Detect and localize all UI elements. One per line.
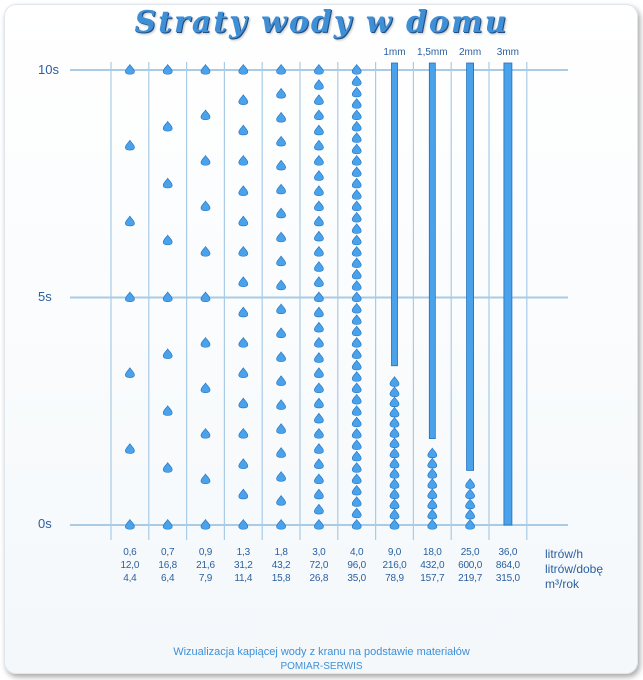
water-stream-10 bbox=[504, 63, 512, 525]
water-drop-6-3 bbox=[352, 99, 361, 109]
water-drop-4-16 bbox=[277, 448, 286, 458]
water-drop-5-7 bbox=[314, 171, 323, 181]
water-drop-7-13 bbox=[390, 387, 399, 397]
water-drop-6-1 bbox=[352, 76, 361, 86]
water-drop-3-10 bbox=[239, 368, 248, 378]
water-drop-6-40 bbox=[352, 520, 361, 530]
water-drop-1-0 bbox=[163, 65, 172, 75]
water-drop-8-6 bbox=[428, 458, 437, 468]
water-drop-3-1 bbox=[239, 95, 248, 105]
water-drop-5-8 bbox=[314, 186, 323, 196]
water-drop-6-8 bbox=[352, 156, 361, 166]
water-drop-5-15 bbox=[314, 292, 323, 302]
water-drop-4-2 bbox=[277, 112, 286, 122]
water-drop-6-28 bbox=[352, 383, 361, 393]
water-drop-6-31 bbox=[352, 417, 361, 427]
tick-label-5s: 5s bbox=[38, 289, 52, 304]
value-l-per-hour-7: 9,0 bbox=[387, 547, 402, 558]
water-drop-6-4 bbox=[352, 110, 361, 120]
value-l-per-hour-4: 1,8 bbox=[274, 547, 288, 558]
water-drop-5-20 bbox=[314, 368, 323, 378]
water-drop-2-6 bbox=[201, 338, 210, 348]
water-drop-0-2 bbox=[125, 216, 134, 226]
value-m3-per-year-2: 7,9 bbox=[198, 573, 213, 584]
water-drop-6-24 bbox=[352, 338, 361, 348]
water-drop-3-13 bbox=[239, 459, 248, 469]
water-drop-4-5 bbox=[277, 184, 286, 194]
nozzle-size-label-8: 1,5mm bbox=[417, 47, 448, 58]
water-drop-7-14 bbox=[390, 377, 399, 387]
water-drop-0-3 bbox=[125, 292, 134, 302]
water-drop-2-0 bbox=[201, 65, 210, 75]
value-l-per-day-7: 216,0 bbox=[382, 560, 407, 571]
water-drop-5-5 bbox=[314, 140, 323, 150]
water-drop-4-6 bbox=[277, 208, 286, 218]
water-drop-6-10 bbox=[352, 178, 361, 188]
water-drop-2-8 bbox=[201, 429, 210, 439]
tick-label-0s: 0s bbox=[38, 516, 52, 531]
water-drop-6-37 bbox=[352, 485, 361, 495]
water-drop-3-8 bbox=[239, 307, 248, 317]
water-drop-7-6 bbox=[390, 458, 399, 468]
water-stream-8 bbox=[429, 63, 435, 439]
water-drop-5-1 bbox=[314, 80, 323, 90]
value-l-per-day-2: 21,6 bbox=[196, 560, 215, 571]
water-drop-8-2 bbox=[428, 499, 437, 509]
water-drop-6-18 bbox=[352, 269, 361, 279]
water-drop-7-2 bbox=[390, 499, 399, 509]
water-drop-9-2 bbox=[466, 499, 475, 509]
water-drop-5-28 bbox=[314, 489, 323, 499]
water-drop-7-3 bbox=[390, 489, 399, 499]
water-drop-0-1 bbox=[125, 140, 134, 150]
water-drop-5-27 bbox=[314, 474, 323, 484]
nozzle-size-label-7: 1mm bbox=[383, 47, 406, 58]
water-drop-9-3 bbox=[466, 489, 475, 499]
caption-line-2: POMIAR-SERWIS bbox=[280, 661, 363, 672]
water-drop-3-12 bbox=[239, 429, 248, 439]
water-drop-4-1 bbox=[277, 88, 286, 98]
value-m3-per-year-4: 15,8 bbox=[271, 573, 291, 584]
nozzle-size-label-9: 2mm bbox=[458, 47, 482, 58]
water-drop-6-6 bbox=[352, 133, 361, 143]
water-drop-5-14 bbox=[314, 277, 323, 287]
value-l-per-day-9: 600,0 bbox=[458, 560, 483, 571]
water-drop-6-15 bbox=[352, 235, 361, 245]
water-drop-5-2 bbox=[314, 95, 323, 105]
water-drop-6-32 bbox=[352, 429, 361, 439]
value-m3-per-year-9: 219,7 bbox=[458, 573, 483, 584]
water-drop-4-14 bbox=[277, 400, 286, 410]
water-drop-5-19 bbox=[314, 353, 323, 363]
water-drop-6-20 bbox=[352, 292, 361, 302]
water-drop-1-3 bbox=[163, 235, 172, 245]
caption-line-1: Wizualizacja kapiącej wody z kranu na podstawie materiałów bbox=[173, 646, 470, 658]
water-drop-6-33 bbox=[352, 440, 361, 450]
water-drop-7-5 bbox=[390, 469, 399, 479]
value-l-per-day-4: 43,2 bbox=[271, 560, 291, 571]
water-drop-7-4 bbox=[390, 479, 399, 489]
value-m3-per-year-3: 11,4 bbox=[234, 573, 253, 584]
water-drop-3-11 bbox=[239, 398, 248, 408]
water-drop-5-10 bbox=[314, 216, 323, 226]
water-stream-7 bbox=[392, 63, 398, 366]
value-l-per-hour-8: 18,0 bbox=[422, 547, 442, 558]
water-drop-1-8 bbox=[163, 520, 172, 530]
water-drop-3-4 bbox=[239, 186, 248, 196]
water-stream-9 bbox=[467, 63, 474, 470]
value-l-per-day-1: 16,8 bbox=[158, 560, 178, 571]
water-drop-4-3 bbox=[277, 136, 286, 146]
value-m3-per-year-5: 26,8 bbox=[309, 573, 329, 584]
water-drop-3-14 bbox=[239, 489, 248, 499]
water-drop-6-19 bbox=[352, 281, 361, 291]
water-drop-2-2 bbox=[201, 156, 210, 166]
water-drop-4-4 bbox=[277, 160, 286, 170]
water-drop-7-7 bbox=[390, 448, 399, 458]
unit-label-per-hour: litrów/h bbox=[545, 547, 584, 561]
water-drop-7-12 bbox=[390, 397, 399, 407]
water-drop-6-5 bbox=[352, 121, 361, 131]
value-l-per-hour-2: 0,9 bbox=[198, 547, 213, 558]
water-drop-0-4 bbox=[125, 368, 134, 378]
water-drop-5-17 bbox=[314, 322, 323, 332]
water-drop-6-30 bbox=[352, 406, 361, 416]
water-drop-6-36 bbox=[352, 474, 361, 484]
water-drop-4-0 bbox=[277, 65, 286, 75]
water-drop-8-5 bbox=[428, 469, 437, 479]
water-drop-6-39 bbox=[352, 508, 361, 518]
value-l-per-hour-0: 0,6 bbox=[123, 547, 137, 558]
water-drop-5-6 bbox=[314, 156, 323, 166]
water-drop-6-26 bbox=[352, 360, 361, 370]
unit-label-per-day: litrów/dobę bbox=[545, 562, 604, 576]
value-l-per-hour-9: 25,0 bbox=[460, 547, 480, 558]
water-drop-5-25 bbox=[314, 444, 323, 454]
water-drop-2-7 bbox=[201, 383, 210, 393]
water-drop-7-8 bbox=[390, 438, 399, 448]
water-drop-2-5 bbox=[201, 292, 210, 302]
value-l-per-hour-1: 0,7 bbox=[161, 547, 175, 558]
water-drop-6-12 bbox=[352, 201, 361, 211]
water-drop-6-23 bbox=[352, 326, 361, 336]
water-drop-0-5 bbox=[125, 444, 134, 454]
water-drop-6-29 bbox=[352, 394, 361, 404]
water-drop-7-11 bbox=[390, 407, 399, 417]
value-m3-per-year-6: 35,0 bbox=[347, 573, 367, 584]
water-drop-6-13 bbox=[352, 212, 361, 222]
water-drop-5-3 bbox=[314, 110, 323, 120]
water-drop-5-26 bbox=[314, 459, 323, 469]
diagram-title: Straty wody w domu bbox=[134, 5, 509, 40]
water-drop-8-3 bbox=[428, 489, 437, 499]
water-drop-1-5 bbox=[163, 349, 172, 359]
water-drop-3-0 bbox=[239, 65, 248, 75]
water-drop-4-11 bbox=[277, 328, 286, 338]
water-drop-1-7 bbox=[163, 463, 172, 473]
water-drop-5-4 bbox=[314, 125, 323, 135]
water-drop-4-7 bbox=[277, 232, 286, 242]
water-drop-3-9 bbox=[239, 338, 248, 348]
water-drop-6-22 bbox=[352, 315, 361, 325]
water-drop-1-6 bbox=[163, 406, 172, 416]
water-drop-2-3 bbox=[201, 201, 210, 211]
water-drop-7-10 bbox=[390, 418, 399, 428]
water-drop-5-16 bbox=[314, 307, 323, 317]
water-drop-5-22 bbox=[314, 398, 323, 408]
water-drop-5-12 bbox=[314, 247, 323, 257]
water-drop-2-10 bbox=[201, 520, 210, 530]
value-l-per-hour-10: 36,0 bbox=[498, 547, 518, 558]
water-drop-6-11 bbox=[352, 190, 361, 200]
value-m3-per-year-0: 4,4 bbox=[123, 573, 137, 584]
water-drop-6-38 bbox=[352, 497, 361, 507]
value-l-per-hour-5: 3,0 bbox=[312, 547, 326, 558]
water-drop-5-24 bbox=[314, 429, 323, 439]
water-drop-8-4 bbox=[428, 479, 437, 489]
water-drop-6-21 bbox=[352, 303, 361, 313]
water-drop-1-1 bbox=[163, 121, 172, 131]
water-drop-8-0 bbox=[428, 520, 437, 530]
water-drop-6-35 bbox=[352, 463, 361, 473]
water-drop-4-18 bbox=[277, 496, 286, 506]
value-m3-per-year-10: 315,0 bbox=[495, 573, 520, 584]
water-drop-3-15 bbox=[239, 520, 248, 530]
water-drop-0-6 bbox=[125, 520, 134, 530]
water-drop-6-25 bbox=[352, 349, 361, 359]
value-l-per-day-6: 96,0 bbox=[347, 560, 367, 571]
water-drop-6-7 bbox=[352, 144, 361, 154]
value-l-per-hour-3: 1,3 bbox=[236, 547, 250, 558]
water-drop-4-17 bbox=[277, 472, 286, 482]
water-drop-5-29 bbox=[314, 504, 323, 514]
water-drop-0-0 bbox=[125, 65, 134, 75]
water-drop-3-3 bbox=[239, 156, 248, 166]
water-drop-5-21 bbox=[314, 383, 323, 393]
water-drop-6-34 bbox=[352, 451, 361, 461]
water-drop-5-18 bbox=[314, 338, 323, 348]
water-drop-6-0 bbox=[352, 65, 361, 75]
value-l-per-hour-6: 4,0 bbox=[350, 547, 364, 558]
value-l-per-day-0: 12,0 bbox=[120, 560, 140, 571]
value-m3-per-year-1: 6,4 bbox=[161, 573, 175, 584]
water-drop-4-8 bbox=[277, 256, 286, 266]
water-drop-3-5 bbox=[239, 216, 248, 226]
water-drop-9-1 bbox=[466, 509, 475, 519]
water-drop-2-4 bbox=[201, 247, 210, 257]
unit-label-per-year: m³/rok bbox=[545, 577, 579, 591]
water-drop-5-13 bbox=[314, 262, 323, 272]
water-drop-6-9 bbox=[352, 167, 361, 177]
water-drop-5-23 bbox=[314, 413, 323, 423]
water-drop-8-7 bbox=[428, 448, 437, 458]
water-drop-3-7 bbox=[239, 277, 248, 287]
water-drop-6-27 bbox=[352, 372, 361, 382]
tick-label-10s: 10s bbox=[38, 62, 59, 77]
water-drop-7-0 bbox=[390, 520, 399, 530]
water-drop-5-11 bbox=[314, 231, 323, 241]
water-drop-6-17 bbox=[352, 258, 361, 268]
water-drop-8-1 bbox=[428, 509, 437, 519]
water-drop-5-0 bbox=[314, 65, 323, 75]
water-drop-4-10 bbox=[277, 304, 286, 314]
value-l-per-day-3: 31,2 bbox=[233, 560, 253, 571]
value-l-per-day-5: 72,0 bbox=[309, 560, 329, 571]
water-drop-6-14 bbox=[352, 224, 361, 234]
water-drop-4-9 bbox=[277, 280, 286, 290]
nozzle-size-label-10: 3mm bbox=[496, 47, 519, 58]
water-drop-2-9 bbox=[201, 474, 210, 484]
value-m3-per-year-7: 78,9 bbox=[385, 573, 404, 584]
water-drop-1-4 bbox=[163, 292, 172, 302]
water-drop-4-19 bbox=[277, 520, 286, 530]
water-drop-3-2 bbox=[239, 125, 248, 135]
value-m3-per-year-8: 157,7 bbox=[420, 573, 445, 584]
value-l-per-day-10: 864,0 bbox=[495, 560, 520, 571]
water-drop-4-13 bbox=[277, 376, 286, 386]
water-drop-6-16 bbox=[352, 247, 361, 257]
water-drop-9-4 bbox=[466, 479, 475, 489]
water-drop-5-30 bbox=[314, 520, 323, 530]
water-drop-3-6 bbox=[239, 247, 248, 257]
value-l-per-day-8: 432,0 bbox=[420, 560, 445, 571]
water-drop-1-2 bbox=[163, 178, 172, 188]
water-drop-6-2 bbox=[352, 87, 361, 97]
water-drop-7-1 bbox=[390, 509, 399, 519]
water-drop-5-9 bbox=[314, 201, 323, 211]
water-drop-2-1 bbox=[201, 110, 210, 120]
water-drop-4-15 bbox=[277, 424, 286, 434]
water-drop-7-9 bbox=[390, 428, 399, 438]
water-drop-4-12 bbox=[277, 352, 286, 362]
water-drop-9-0 bbox=[466, 520, 475, 530]
